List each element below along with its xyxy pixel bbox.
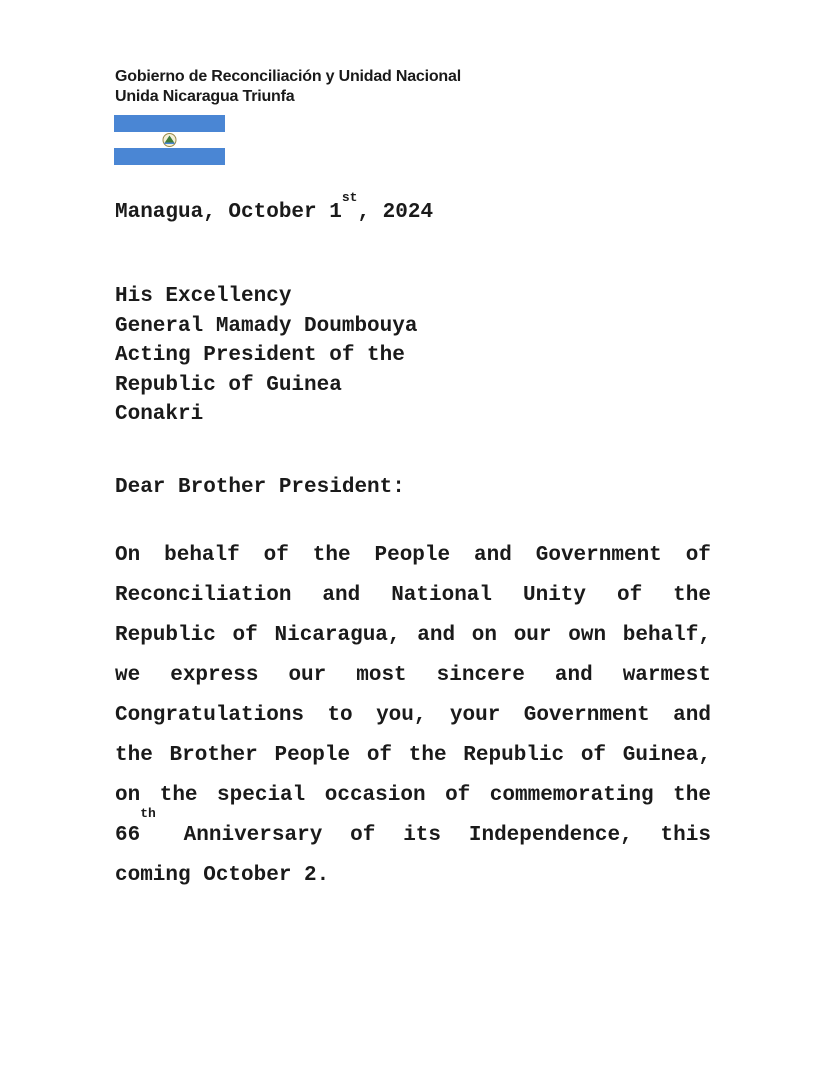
- body-word: on: [471, 624, 497, 647]
- body-word: Nicaragua,: [274, 624, 401, 647]
- recipient-line: General Mamady Doumbouya: [115, 314, 418, 338]
- body-word: and: [417, 624, 456, 647]
- body-word: and: [474, 544, 512, 567]
- body-word: your: [449, 704, 501, 727]
- body-word: On: [115, 544, 141, 567]
- body-word: of: [232, 624, 258, 647]
- date-text: Managua, October 1: [115, 201, 342, 224]
- body-word: Reconciliation: [115, 584, 292, 607]
- body-word: occasion: [324, 784, 426, 807]
- salutation: Dear Brother President:: [115, 476, 405, 499]
- body-word: Guinea,: [622, 744, 711, 767]
- body-word: the: [673, 584, 711, 607]
- body-word: Anniversary: [183, 824, 323, 847]
- body-word: our: [513, 624, 552, 647]
- body-line: [115, 576, 711, 616]
- body-word: and: [554, 664, 593, 687]
- body-word: People: [374, 544, 451, 567]
- body-word: the: [673, 784, 711, 807]
- body-word: warmest: [622, 664, 711, 687]
- letterhead-government-name: Gobierno de Reconciliación y Unidad Nacional: [115, 68, 461, 85]
- body-word: commemorating: [489, 784, 654, 807]
- body-word: Government: [523, 704, 650, 727]
- body-line: [115, 736, 711, 776]
- body-word: our: [288, 664, 327, 687]
- body-word: express: [170, 664, 259, 687]
- letterhead: [115, 67, 461, 107]
- body-word: this: [660, 824, 711, 847]
- body-word: Unity: [522, 584, 586, 607]
- body-line: [115, 536, 711, 576]
- letterhead-slogan: Unida Nicaragua Triunfa: [115, 88, 295, 105]
- body-line: [115, 776, 711, 816]
- body-word: special: [217, 784, 306, 807]
- body-word: Brother: [169, 744, 258, 767]
- body-word: behalf,: [622, 624, 711, 647]
- body-line-anniversary: [115, 806, 711, 856]
- coat-of-arms-emblem: [163, 134, 176, 147]
- date-year: , 2024: [357, 201, 434, 224]
- date-ordinal-suffix: st: [341, 190, 358, 205]
- body-word: own: [568, 624, 607, 647]
- recipient-line: Republic of Guinea: [115, 373, 342, 397]
- body-word: and: [322, 584, 361, 607]
- letter-body: [115, 536, 711, 896]
- recipient-line: His Excellency: [115, 285, 292, 308]
- body-word: to: [327, 704, 353, 727]
- body-word: of: [685, 544, 711, 567]
- body-word: the: [115, 744, 153, 767]
- recipient-line: Conakri: [115, 403, 204, 427]
- body-word: the: [312, 544, 351, 567]
- letter-date: [115, 190, 434, 228]
- body-word: of: [445, 784, 471, 807]
- body-line: [115, 616, 711, 656]
- body-word: the: [159, 784, 198, 807]
- body-word: we: [115, 664, 141, 687]
- body-line: [115, 696, 711, 736]
- body-word: of: [366, 744, 393, 767]
- body-word: you,: [376, 704, 427, 727]
- recipient-address: [115, 282, 417, 430]
- body-word: Independence,: [468, 824, 633, 847]
- body-word-anniversary-number: 66th: [115, 806, 156, 847]
- body-word: Republic: [115, 624, 216, 647]
- body-word: behalf: [164, 544, 240, 567]
- body-word: most: [356, 664, 407, 687]
- body-word: its: [403, 824, 442, 847]
- body-word: and: [673, 704, 711, 727]
- body-justified-lines: [115, 536, 711, 816]
- body-word: Republic: [463, 744, 565, 767]
- body-word: of: [263, 544, 289, 567]
- body-word: Government: [535, 544, 662, 567]
- anniversary-ordinal-suffix: th: [140, 806, 156, 821]
- body-word: of: [616, 584, 643, 607]
- body-word: sincere: [436, 664, 525, 687]
- body-line-last: coming October 2.: [115, 864, 330, 887]
- body-word: Congratulations: [115, 704, 305, 727]
- recipient-line: Acting President of the: [115, 344, 405, 368]
- body-word: on: [115, 784, 141, 807]
- body-line: [115, 656, 711, 696]
- body-word: People: [274, 744, 351, 767]
- body-word: of: [350, 824, 376, 847]
- body-word: of: [580, 744, 607, 767]
- body-word: National: [391, 584, 493, 607]
- nicaragua-flag-icon: [114, 115, 225, 165]
- body-word: the: [408, 744, 447, 767]
